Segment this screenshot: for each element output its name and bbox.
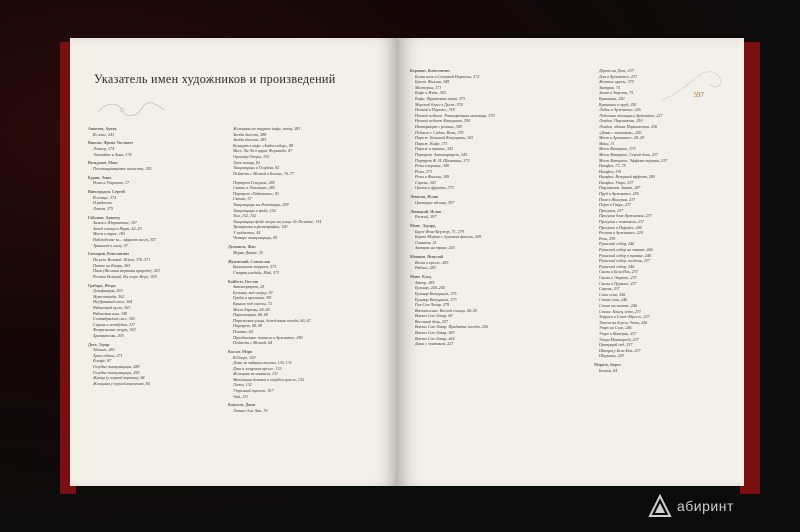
work-title: Тополя на берегу Эпта, 246	[599, 319, 648, 325]
work-title: Руанский собор, полдень, 237	[599, 258, 650, 264]
work-title: Пейзажи с Мелкой, 64	[233, 340, 273, 346]
work-title: Мост в парке, 183	[93, 231, 125, 237]
artist-name: Коровин, Константин	[410, 68, 450, 73]
work-title: Пион (Желтая мертвая природа), 343	[93, 268, 160, 274]
work-title: Вокзал Сен-Лазар, 80	[415, 313, 453, 319]
work-title: Бульвар, вид сверху, 39	[233, 289, 273, 295]
work-title: Розы, 373	[415, 168, 432, 174]
work-title: Наблюдение за... эффект снега, 357	[93, 237, 156, 243]
work-title: Скалы в Этрета, 237	[599, 274, 637, 280]
work-title: Парижская улица, дождливая погода, 66–67	[233, 317, 311, 323]
work-title: Кувшинки, 250	[599, 95, 625, 101]
work-title: Неубранный стол, 364	[93, 299, 133, 305]
work-title: Завтрак, 74	[599, 84, 620, 90]
work-title: «Дама с зонтиком», 250	[599, 129, 642, 135]
index-entry	[228, 402, 378, 413]
index-entry	[88, 342, 188, 387]
work-title: Тренировка в фотографии, 150	[233, 224, 288, 230]
artist-name: Гайсман, Арменд	[88, 214, 120, 220]
work-title: Розы в корзине, 349	[415, 163, 450, 169]
work-title: Маки, 31	[599, 140, 615, 146]
index-entry	[88, 175, 188, 186]
work-title: На реке Великой. Псков, 370–371	[93, 257, 151, 262]
work-title: Танцовщица фойе оперы на улице Ле Пелетье, 134	[233, 218, 322, 224]
work-title: Утро на Сене, 246	[599, 325, 632, 331]
work-title: Звездa балета, 285	[233, 137, 267, 143]
work-title: Сирень, 343	[415, 179, 436, 185]
work-title: В кафе, 87	[93, 358, 112, 364]
work-title: Рябиновый куст, 363	[93, 304, 130, 310]
work-title: Дочь в лазурном кресле, 133	[233, 365, 282, 371]
work-title: Пруд в Аржантее, 255	[599, 191, 639, 197]
index-column-2	[228, 126, 378, 417]
index-column-4	[594, 68, 724, 376]
work-title: Вокзал Сен-Лазар, 264	[415, 335, 455, 341]
work-title: Автор, 285	[415, 279, 435, 285]
work-title: Замок в Шарантоне, 357	[93, 220, 137, 226]
index-entry	[228, 279, 378, 346]
work-title: Танцовщицы в фойе, 152	[233, 207, 276, 213]
work-title: Бульвар Капуцинок, 375	[415, 290, 457, 296]
work-title: Оркестр Оперы, 330	[233, 153, 270, 159]
index-entry	[410, 68, 560, 191]
work-title: Стога. Конец лета, 237	[599, 308, 641, 314]
labirint-logo-icon	[648, 494, 672, 518]
work-title: Цветы и фрукты, 373	[415, 185, 454, 191]
work-title: Дерево на Даче, 237	[599, 68, 634, 73]
work-title: Впечатление. Восход солнца, 44–45	[415, 307, 477, 313]
index-entry	[228, 349, 378, 399]
work-title: Стога на закате, 246	[599, 302, 638, 308]
work-title: Крыши под снегом, 72	[233, 300, 272, 306]
work-title: Чай, 131	[233, 393, 249, 399]
work-title: Утро в Живерни, 237	[599, 330, 637, 336]
work-title: Стог сена, 246	[599, 291, 626, 297]
work-title: Берта Моризо с букетом фиалок, 209	[415, 234, 482, 240]
ornament-flourish	[96, 100, 166, 120]
artist-name: Кайботт, Гюстав	[228, 278, 259, 284]
work-title: Скалы в Бель-Иль, 237	[599, 269, 638, 275]
work-title: Патио на Капри, 363	[93, 262, 131, 268]
artist-name: Дельвиль, Жан	[228, 244, 256, 250]
work-title: Нимфеи. Утро, 237	[599, 179, 634, 185]
work-title: Поля в Живерни, 237	[599, 196, 636, 202]
work-title: Морской берег в Дьепе, 374	[415, 101, 463, 107]
artist-name: Виноградов, Сергей	[88, 189, 125, 195]
index-entry	[88, 189, 188, 211]
work-title: Лемнер, 374	[93, 145, 115, 151]
work-title: Бульвар, 244–245	[415, 285, 445, 291]
work-title: Праздничные жители в Аржантее, 290	[233, 334, 303, 340]
work-title: Грибы и кроликов, 381	[233, 295, 272, 301]
work-title: Балкон, 84	[599, 367, 618, 373]
artist-name: Левитан, Исаак	[410, 194, 439, 200]
work-title: Мутсотиада, 362	[93, 293, 125, 299]
artist-name: Мане, Эдуард	[410, 223, 436, 228]
index-column-3	[410, 68, 560, 350]
work-title: Четыре танцовщицы, 85	[233, 235, 278, 241]
work-title: Женщина за шитьем, 131	[233, 371, 278, 377]
work-title: Руанский собор, 246	[599, 241, 635, 247]
work-title: Скачки в Лонгшане, 285	[233, 185, 275, 191]
work-title: Кафе. Фруктовая лавка, 373	[415, 95, 465, 101]
work-title: Полевонцентровие палистве, 355	[93, 165, 152, 171]
index-entry	[228, 259, 378, 276]
work-title: Руанский собор в тумане, 246	[599, 252, 652, 258]
work-title: Прогулка, 237	[599, 207, 624, 213]
work-title: Бульвар Капуцинок, 373	[415, 296, 457, 302]
work-title: Лодки в Аржантее, 226	[599, 107, 641, 113]
index-entry	[410, 274, 560, 347]
work-title: Дельфиниум, 293	[93, 288, 123, 294]
work-title: Кафе в Ялте, 363	[415, 90, 446, 96]
work-title: Белая ночь в Северной Норвегии, 372	[415, 73, 480, 79]
work-title: У модистки, 44	[233, 229, 261, 235]
work-title: Пейзаж с Садом. Ночь, 370	[415, 129, 464, 135]
watermark-text: абиринт	[677, 498, 734, 514]
index-entry	[88, 126, 188, 137]
work-title: Урок танца, 82	[233, 159, 260, 165]
work-title: Портрет, 58–59	[233, 323, 263, 329]
index-entry	[410, 223, 560, 251]
work-title: Мост в Аржантее, 28–29	[599, 135, 645, 141]
work-title: Танцовщицы на Репетиции, 299	[233, 201, 289, 207]
work-title: Вокзал Сен-Лазар. Прибытие поезда, 256	[415, 324, 488, 330]
work-title: Кувшинки и пруд, 250	[599, 101, 637, 107]
work-title: Букет. Фиалки, 349	[415, 79, 450, 85]
work-title: Рыжий, 397	[415, 214, 437, 220]
work-title: Ночной в Париже, 318	[415, 107, 455, 113]
work-title: Бар в Фоли-Бержер, 71, 279	[415, 228, 464, 234]
work-title: Завтрак на траве, 243	[415, 245, 455, 251]
artist-name: Вельдман, Макс	[88, 160, 118, 166]
work-title: Париж в тумане, 343	[415, 146, 453, 152]
work-title: Руанский собор на закате, 246	[599, 247, 653, 252]
work-title: Мост Ватерлоо, 375	[599, 146, 636, 152]
work-title: Натюрморт с розами, 349	[415, 123, 462, 129]
work-title: И радость	[93, 200, 112, 206]
artist-name: Жуковский, Станислав	[228, 258, 270, 264]
work-title: Дом в Аржантее, 237	[599, 73, 637, 79]
work-title: Стога сена, 246	[599, 297, 628, 303]
artist-name: Бурин, Эмил	[88, 174, 112, 180]
artist-name: Анкетов, Артак	[88, 126, 117, 131]
index-entry	[88, 251, 188, 279]
work-title: Тринквид в снегу, 57	[93, 242, 128, 248]
work-title: Дама за чайным столом, 130, 131	[233, 360, 292, 366]
artist-name: Грабарь, Игорь	[88, 282, 116, 288]
work-title: Прогулка в Париже, 246	[599, 224, 642, 230]
work-title: Женщины на террасе кафе, вечер, 281	[233, 126, 301, 131]
work-title: Автопортрет, 25	[233, 284, 265, 290]
work-title: Ростов Великий. На озере Неро, 309	[93, 273, 157, 279]
work-title: Цветущий сад, 237	[599, 342, 633, 348]
page-number: 597	[693, 91, 704, 99]
work-title: Ложа, 132	[233, 382, 252, 388]
work-title: Шторм у Бель-Иль, 237	[599, 347, 641, 353]
index-entry	[88, 283, 188, 339]
work-title: Пейзажи с Мелкой в Болоне, 76–77	[233, 170, 295, 176]
work-title: Вокзал Сен-Лазар, 383	[415, 330, 455, 336]
index-entry	[88, 140, 188, 157]
work-title: Рябинa, 283	[415, 265, 436, 271]
work-title: Парламент. Закат, 287	[599, 185, 641, 191]
work-title: Париж. Кафе, 371	[415, 140, 448, 146]
work-title: В слоне, 243	[93, 131, 115, 137]
work-title: Звезда балета, 288	[233, 131, 267, 137]
left-page	[70, 38, 398, 486]
work-title: Портрет Генерала, 285	[233, 179, 275, 185]
work-title: Паркетщики, 68–69	[233, 312, 268, 318]
work-title: Ночной пейзаж Капуцинов, 350	[415, 118, 471, 124]
work-title: Сентябрьский снег, 363	[93, 316, 135, 322]
work-title: Танцовщицы в Голубом, 82	[233, 165, 280, 171]
work-title: Жрица (у черной воронки), 84	[93, 375, 145, 381]
work-title: Скалы в Пурвиле, 237	[599, 280, 637, 286]
work-title: Лондон. Парламент, 250	[599, 118, 643, 124]
work-title: Мост Ватерлоо. Серый день, 237	[599, 151, 658, 157]
work-title: Ночной пейзаж. Разноцветная мельница, 370	[415, 112, 495, 118]
work-title: В солнце, 374	[93, 194, 117, 200]
work-title: Старая усадьба, Май, 373	[233, 269, 280, 275]
work-title: Прогулка близ Аржантея, 237	[599, 213, 652, 219]
work-title: Олимпия, 31	[415, 239, 437, 245]
artist-name: Кокстон, Джон	[228, 402, 256, 408]
work-title: Хризантемы, 293	[93, 332, 124, 338]
artist-name: Моризо, Берта	[594, 362, 621, 368]
work-title: Заход солнца в Нарт, 42–43	[93, 225, 142, 231]
watermark	[648, 494, 734, 518]
work-title: Февральская лазурь, 363	[93, 327, 136, 333]
work-title: Там, 152, 152	[233, 213, 257, 219]
work-title: Розы и Фиалки, 349	[415, 174, 450, 180]
artist-name: Левицкий, Исаак	[410, 208, 442, 214]
work-title: В Опере, 329	[233, 354, 256, 360]
index-entry	[410, 209, 560, 220]
work-title: Голубые танцовщицы, 290	[93, 369, 140, 375]
index-entry	[88, 160, 188, 171]
work-title: Летнее для Эми, 76	[233, 408, 268, 414]
work-title: Портрет. Автопортрет, 343	[415, 151, 468, 157]
work-title: Нимфеи, 73, 75	[599, 163, 626, 169]
work-title: Цветущие яблони, 397	[415, 199, 455, 205]
work-title: Мост Ватерлоо. Эффект тумана, 237	[599, 157, 668, 163]
index-entry	[410, 254, 560, 271]
work-title: Нимфеи, 391	[599, 168, 622, 174]
index-entry	[228, 126, 378, 176]
work-title: Нлам в Утровит, 17	[93, 180, 130, 186]
work-title: Лодочная станция в Аржантее, 227	[599, 112, 663, 118]
work-title: Концерт в кафе «Амбассадор», 88	[233, 142, 294, 148]
artist-name: Мане, Клод	[410, 274, 432, 280]
work-title: Порт в Гавре, 237	[599, 202, 631, 208]
work-title: Нимфеи. Вечерний эффект, 285	[599, 174, 656, 180]
work-title: Прогулка с зонтиком, 237	[599, 219, 644, 225]
work-title: Залив в Этрета, 75	[599, 90, 634, 96]
work-title: Брошенная терраса, 373	[233, 264, 277, 270]
work-title: Утренний туалет, 357	[233, 388, 274, 394]
work-title: Рябиновая яма, 349	[93, 310, 127, 316]
index-column-1	[88, 126, 188, 390]
index-entry	[594, 362, 724, 373]
work-title: Весна в кресле, 283	[415, 259, 449, 265]
work-title: Мисс Ла-Ла в цирке Фернандо, 87	[233, 148, 293, 154]
work-title: Регата в Аржантее, 229	[599, 230, 643, 236]
work-title: Париж. Большой Капуцинов, 343	[415, 135, 473, 141]
work-title: Летом, 375	[93, 205, 114, 211]
work-title: Улица Монторгёй, 237	[599, 336, 639, 342]
work-title: Мост Европы, 64–65	[233, 306, 270, 312]
index-entry	[228, 244, 378, 255]
work-title: Моряк Данте, 35	[233, 249, 263, 255]
index-entry	[228, 180, 378, 242]
index-entry	[410, 194, 560, 205]
work-title: Ария собаки, 271	[93, 352, 123, 358]
work-title: Голубые танцовщицы, 289	[93, 364, 140, 370]
right-page	[398, 38, 744, 486]
work-title: Весенний день, 257	[415, 318, 449, 324]
work-title: Портрет «Табачника», 81	[233, 190, 280, 196]
work-title: Гаэ-Сен-Лазар, 279	[415, 302, 450, 308]
artist-name: Дега, Эдгар	[88, 341, 110, 347]
work-title: Дама с зонтиком, 227	[415, 341, 454, 347]
index-entry	[594, 68, 724, 359]
work-title: Лондон, здание Парламента, 236	[599, 123, 658, 129]
work-title: Ширинкa, 229	[599, 353, 624, 359]
artist-name: Вингли, Френк Уистьюн	[88, 140, 133, 146]
work-title: Портрет Ф. И. Шаляпина, 373	[415, 157, 470, 163]
artist-name: Машков, Николай	[410, 254, 443, 260]
work-title: Руанский собор, 246	[599, 263, 635, 269]
work-title: Женщина у черной ворончит, 84	[93, 380, 150, 386]
work-title: Сирень, 237	[599, 286, 620, 292]
artist-name: Гончаров, Константин	[88, 251, 129, 257]
index-title: Указатель имен художников и произведений	[94, 72, 336, 86]
work-title: Маленькая девочка в голубом кресле, 132	[233, 376, 305, 382]
work-title: Река, 259	[599, 235, 616, 241]
work-title: Желтые ирисы, 375	[599, 79, 634, 85]
work-title: Плитка, 64	[233, 328, 253, 334]
work-title: Сирень и незабудки, 237	[93, 321, 136, 327]
work-title: Эльмайте и Анка, 374	[93, 151, 132, 157]
work-title: Скачки, 57	[233, 196, 252, 202]
artist-name: Кассат, Мэри	[228, 348, 253, 354]
work-title: Мистерия, 371	[415, 84, 442, 90]
work-title: Терраса в Сент-Адрессе, 237	[599, 314, 650, 320]
index-entry	[88, 215, 188, 249]
work-title: Абсинт, 283	[93, 347, 115, 353]
